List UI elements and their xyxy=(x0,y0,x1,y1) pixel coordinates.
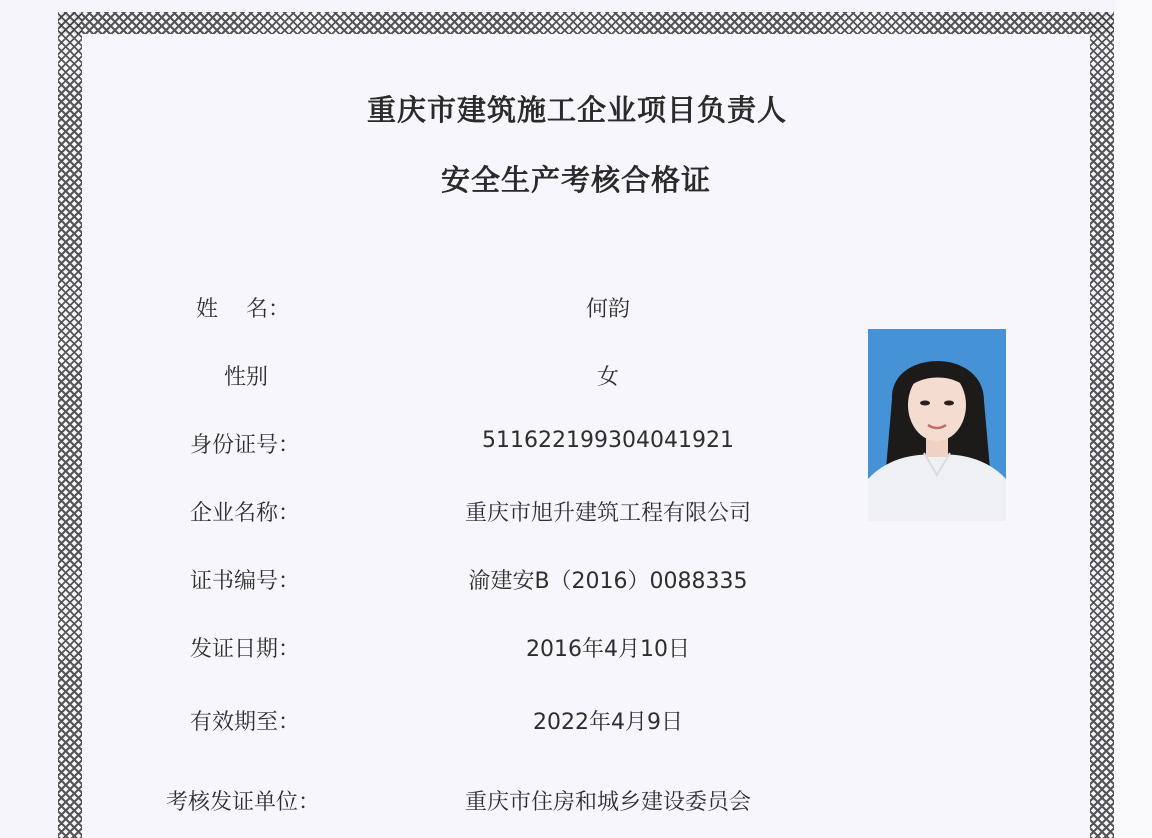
id-photo xyxy=(868,329,1006,521)
field-row-cert-number xyxy=(0,564,1152,598)
certificate-title-line1 xyxy=(0,88,1152,129)
field-label-name: 姓 名： xyxy=(196,297,290,322)
field-value-expiry-date: 2022年4月9日 xyxy=(533,710,683,735)
field-row-name xyxy=(0,292,1152,326)
field-value-company: 重庆市旭升建筑工程有限公司 xyxy=(464,501,751,526)
field-value-id-number: 511622199304041921 xyxy=(482,428,734,453)
title-line2-text: 安全生产考核合格证 xyxy=(440,163,711,197)
field-row-issuing-authority xyxy=(0,785,1152,819)
field-label-company: 企业名称： xyxy=(189,501,300,526)
field-row-issue-date xyxy=(0,632,1152,666)
title-line1-text: 重庆市建筑施工企业项目负责人 xyxy=(366,93,787,127)
field-value-cert-number: 渝建安B（2016）0088335 xyxy=(468,569,748,594)
field-label-expiry-date: 有效期至： xyxy=(189,710,300,735)
field-label-issuing-authority: 考核发证单位： xyxy=(165,790,320,815)
field-value-issuing-authority: 重庆市住房和城乡建设委员会 xyxy=(464,790,751,815)
decorative-border-top xyxy=(58,12,1114,34)
certificate-title-line2 xyxy=(0,158,1152,199)
field-value-issue-date: 2016年4月10日 xyxy=(526,637,690,662)
field-row-expiry-date xyxy=(0,705,1152,739)
field-label-issue-date: 发证日期： xyxy=(189,637,300,662)
field-value-gender: 女 xyxy=(596,365,619,390)
field-label-cert-number: 证书编号： xyxy=(189,569,300,594)
field-label-gender: 性别 xyxy=(223,365,268,390)
field-label-id-number: 身份证号： xyxy=(189,433,300,458)
field-value-name: 何韵 xyxy=(585,297,630,322)
portrait-icon xyxy=(868,329,1006,521)
